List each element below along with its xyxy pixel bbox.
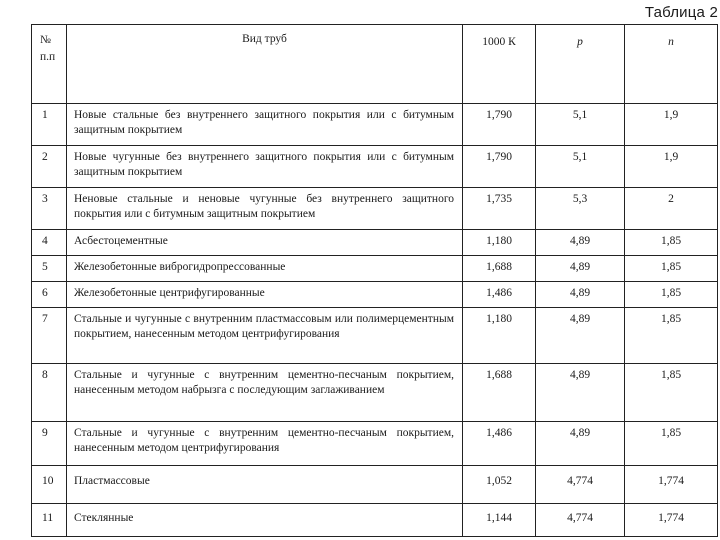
table-row: [32, 504, 718, 537]
table-row: [32, 364, 718, 422]
value-p: 5,1: [536, 104, 625, 146]
row-number: 9: [32, 422, 67, 466]
header-k: 1000 К: [463, 25, 536, 104]
row-number: 6: [32, 282, 67, 308]
value-n: 1,85: [625, 230, 718, 256]
value-p: 4,89: [536, 364, 625, 422]
value-k: 1,180: [463, 230, 536, 256]
value-n: 1,9: [625, 104, 718, 146]
value-n: 1,774: [625, 466, 718, 504]
value-k: 1,052: [463, 466, 536, 504]
pipe-type: Пластмассовые: [67, 466, 463, 504]
pipe-type: Стальные и чугунные с внутренним цементно-песчаным покрытием, нанесенным методом набрызга с последующим заглаживанием: [67, 364, 463, 422]
value-n: 1,85: [625, 256, 718, 282]
value-k: 1,180: [463, 308, 536, 364]
pipe-type: Железобетонные центрифугированные: [67, 282, 463, 308]
value-k: 1,486: [463, 282, 536, 308]
value-n: 1,774: [625, 504, 718, 537]
header-row: [32, 25, 718, 104]
row-number: 3: [32, 188, 67, 230]
pipe-coefficients-table: [31, 24, 718, 537]
row-number: 5: [32, 256, 67, 282]
row-number: 4: [32, 230, 67, 256]
value-k: 1,144: [463, 504, 536, 537]
pipe-type: Железобетонные виброгидропрессованные: [67, 256, 463, 282]
row-number: 10: [32, 466, 67, 504]
row-number: 7: [32, 308, 67, 364]
row-number: 1: [32, 104, 67, 146]
value-p: 4,89: [536, 230, 625, 256]
pipe-type: Стальные и чугунные с внутренним пластмассовым или полимерцементным покрытием, нанесенным методом центрифугирования: [67, 308, 463, 364]
value-p: 4,89: [536, 422, 625, 466]
pipe-type: Стеклянные: [67, 504, 463, 537]
value-p: 4,89: [536, 282, 625, 308]
value-n: 1,85: [625, 422, 718, 466]
pipe-type: Неновые стальные и неновые чугунные без внутреннего защитного покрытия или с битумным защитным покрытием: [67, 188, 463, 230]
value-n: 2: [625, 188, 718, 230]
header-p: р: [536, 25, 625, 104]
header-n: n: [625, 25, 718, 104]
value-p: 4,89: [536, 256, 625, 282]
value-n: 1,85: [625, 282, 718, 308]
table-row: [32, 104, 718, 146]
value-n: 1,85: [625, 308, 718, 364]
pipe-type: Новые чугунные без внутреннего защитного покрытия или с битумным защитным покрытием: [67, 146, 463, 188]
pipe-type: Стальные и чугунные с внутренним цементно-песчаным покрытием, нанесенным методом центрифугирования: [67, 422, 463, 466]
table-row: [32, 188, 718, 230]
value-n: 1,85: [625, 364, 718, 422]
table-row: [32, 308, 718, 364]
value-k: 1,688: [463, 256, 536, 282]
table-row: [32, 146, 718, 188]
header-number: № п.п: [32, 25, 67, 104]
value-k: 1,790: [463, 146, 536, 188]
value-n: 1,9: [625, 146, 718, 188]
value-p: 4,774: [536, 466, 625, 504]
value-p: 4,89: [536, 308, 625, 364]
table-row: [32, 282, 718, 308]
value-k: 1,688: [463, 364, 536, 422]
table-row: [32, 230, 718, 256]
pipe-type: Новые стальные без внутреннего защитного покрытия или с битумным защитным покрытием: [67, 104, 463, 146]
value-k: 1,486: [463, 422, 536, 466]
header-pipe-type: Вид труб: [67, 25, 463, 104]
value-p: 4,774: [536, 504, 625, 537]
value-k: 1,790: [463, 104, 536, 146]
table-caption: Таблица 2: [644, 4, 718, 21]
table-row: [32, 256, 718, 282]
row-number: 11: [32, 504, 67, 537]
pipe-type: Асбестоцементные: [67, 230, 463, 256]
row-number: 2: [32, 146, 67, 188]
value-k: 1,735: [463, 188, 536, 230]
value-p: 5,3: [536, 188, 625, 230]
row-number: 8: [32, 364, 67, 422]
table-row: [32, 466, 718, 504]
value-p: 5,1: [536, 146, 625, 188]
table-row: [32, 422, 718, 466]
